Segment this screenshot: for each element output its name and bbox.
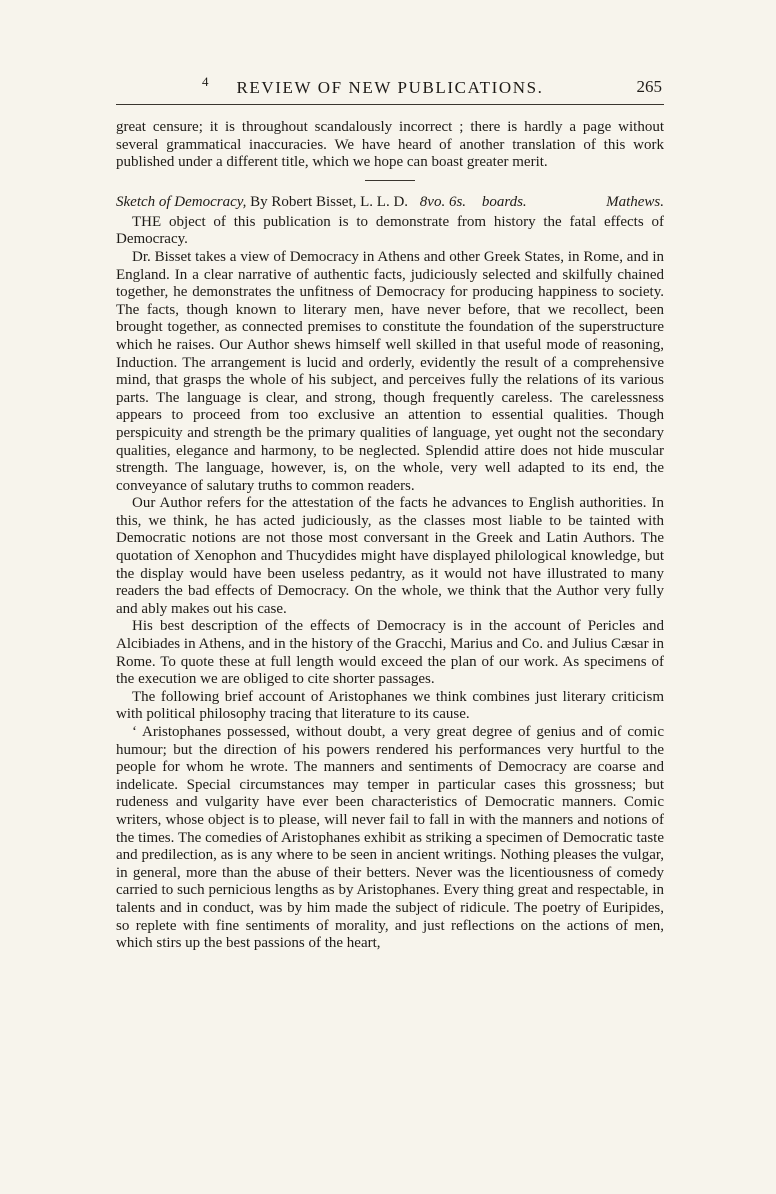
book-notice xyxy=(116,193,664,211)
running-head xyxy=(116,74,664,105)
notice-format: 8vo. xyxy=(419,193,446,210)
section-divider xyxy=(365,180,415,181)
paragraph: The following brief account of Aristophanes we think combines just literary criticism with political philosophy tracing that literature to its cause. xyxy=(116,688,664,723)
notice-binding: boards. xyxy=(481,193,527,210)
paragraph: His best description of the effects of Democracy is in the account of Pericles and Alcibiades in Athens, and in the history of the Gracchi, Marius and Co. and Julius Cæsar in Rome. To quote these at full length would exceed the plan of our work. As specimens of the execution we are obliged to cite shorter passages. xyxy=(116,618,664,688)
header-mark: 4 xyxy=(202,74,209,89)
paragraph: Dr. Bisset takes a view of Democracy in Athens and other Greek States, in Rome, and in England. In a clear narrative of authentic facts, judiciously selected and skilfully chained together, he demonstrates the unfitness of Democracy for producing happiness to society. The facts, though known to literary men, have never before, that we recollect, been brought together, as connected premises to constitute the foundation of the superstructure which he raises. Our Author shews himself well skilled in that useful mode of reasoning, Induction. The arrangement is lucid and orderly, evidently the result of a comprehensive mind, that grasps the whole of his subject, and perceives fully the relations of its various parts. The language is clear, and strong, though frequently careless. The carelessness appears to proceed from too exclusive an attention to essential qualities. Though perspicuity and strength be the primary qualities of language, yet ought not the secondary qualities, elegance and harmony, to be neglected. Splendid attire does not hide muscular strength. The language, however, is, on the whole, very well adapted to its end, the conveyance of salutary truths to common readers. xyxy=(116,248,664,494)
paragraph: THE object of this publication is to demonstrate from history the fatal effects of Democracy. xyxy=(116,213,664,248)
continuation-paragraph: great censure; it is throughout scandalously incorrect ; there is hardly a page without several grammatical inaccuracies. We have heard of another translation of this work published under a different title, which we hope can boast greater merit. xyxy=(116,119,664,171)
paragraph: Our Author refers for the attestation of the facts he advances to English authorities. In this, we think, he has acted judiciously, as the classes most liable to be tainted with Democratic notions are not those most conversant in the Greek and Latin Authors. The quotation of Xenophon and Thucydides might have displayed philological knowledge, but the display would have been useless pedantry, as it would not have illustrated to many readers the bad effects of Democracy. On the whole, we think that the Author very fully and ably makes out his case. xyxy=(116,495,664,617)
notice-price: 6s. xyxy=(448,193,467,210)
notice-publisher: Mathews. xyxy=(606,193,664,210)
page-number: 265 xyxy=(636,77,662,96)
notice-title: Sketch of Democracy, xyxy=(116,193,247,210)
quoted-paragraph: ‘ Aristophanes possessed, without doubt, a very great degree of genius and of comic humour; but the direction of his powers rendered his performances very hurtful to the people for whom he wrote. The manners and sentiments of Democracy are coarse and indelicate. Special circumstances may temper in particular cases this grossness; but rudeness and vulgarity have ever been characteristics of Democratic manners. Comic writers, whose object is to please, will never fail to fall in with the manners and notions of the times. The comedies of Aristophanes exhibit as striking a specimen of Democratic taste and predilection, as is any where to be seen in ancient writings. Nothing pleases the vulgar, in general, more than the abuse of their betters. Never was the licentiousness of comedy carried to such pernicious lengths as by Aristophanes. Every thing great and respectable, in talents and in conduct, was by him made the subject of ridicule. The poetry of Euripides, so replete with fine sentiments of morality, and just reflections on the actions of men, which stirs up the best passions of the heart, xyxy=(116,724,664,952)
running-title: REVIEW OF NEW PUBLICATIONS. xyxy=(236,78,544,97)
notice-author: By Robert Bisset, L. L. D. xyxy=(250,193,409,210)
